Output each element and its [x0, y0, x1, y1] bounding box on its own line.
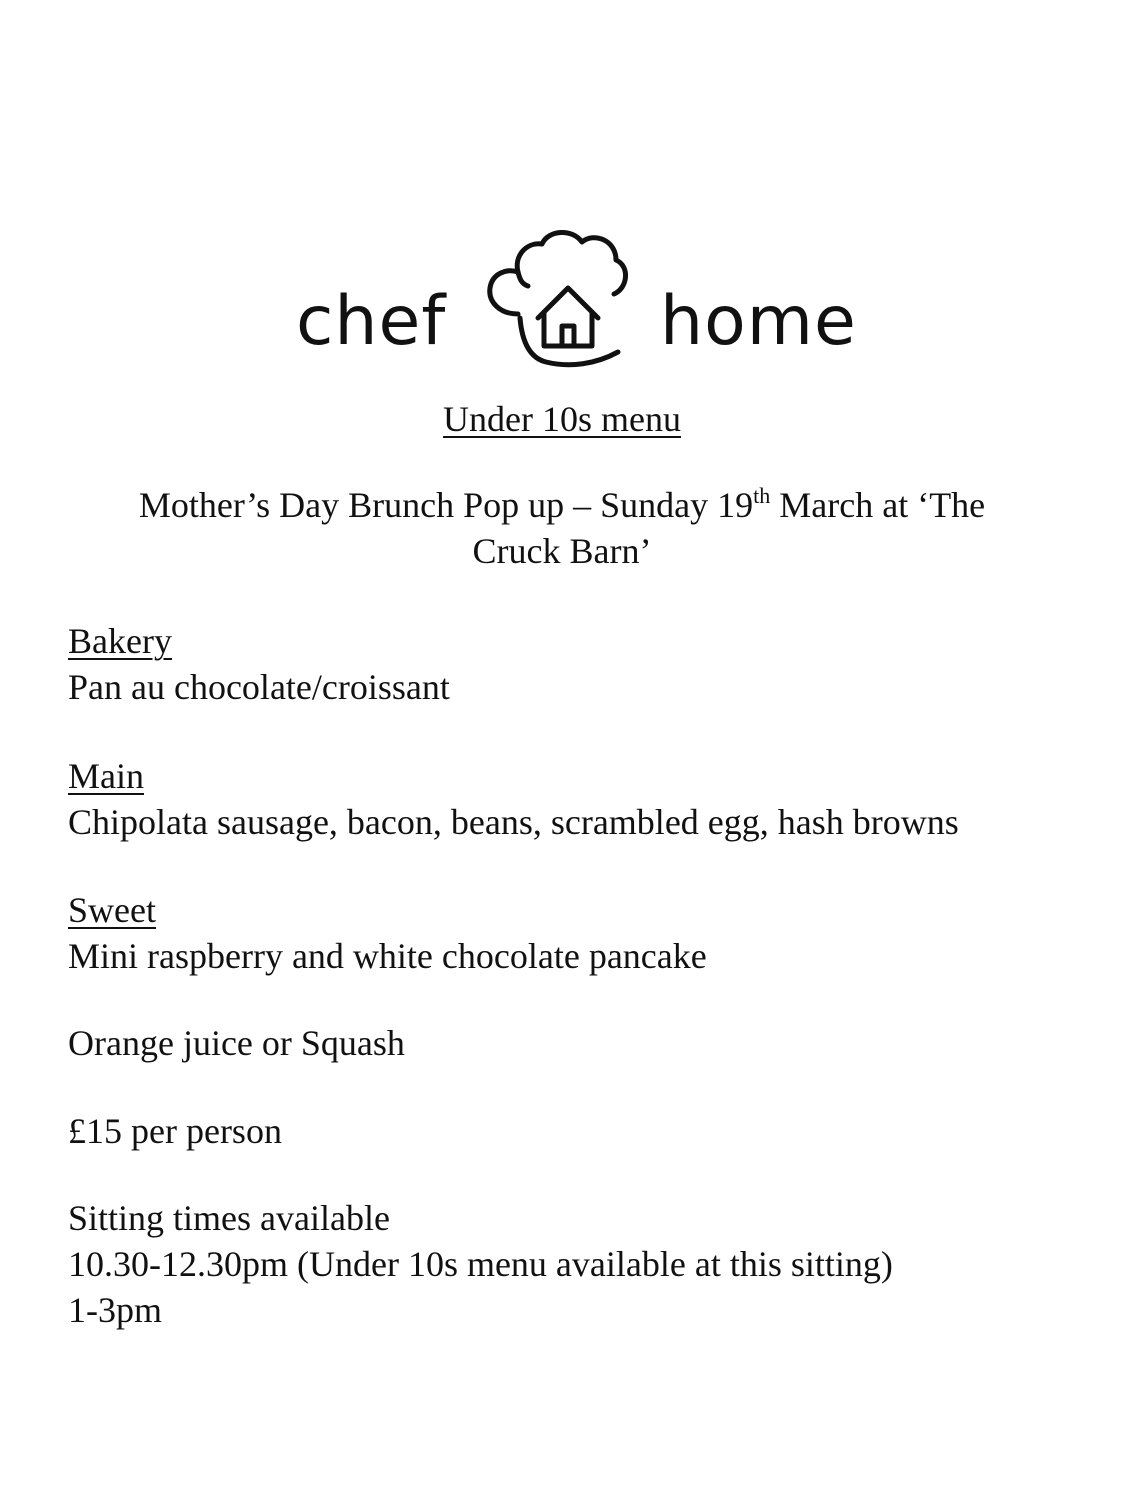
event-date-ordinal: th	[753, 483, 771, 508]
logo-word-home: home	[660, 282, 857, 361]
event-line-1	[60, 482, 1064, 528]
drinks-text: Orange juice or Squash	[68, 1023, 405, 1063]
sitting-time-2: 1-3pm	[68, 1290, 162, 1330]
section-heading-main: Main	[68, 756, 144, 796]
event-line-2: Cruck Barn’	[472, 531, 652, 571]
sitting-times-heading: Sitting times available	[68, 1198, 390, 1238]
event-text-date: Mother’s Day Brunch Pop up – Sunday 19	[138, 485, 754, 525]
section-bakery	[68, 618, 1108, 710]
section-heading-bakery: Bakery	[68, 621, 172, 661]
sitting-time-1: 10.30-12.30pm (Under 10s menu available at this sitting)	[68, 1244, 893, 1284]
section-item-sweet: Mini raspberry and white chocolate pancake	[68, 936, 707, 976]
event-description	[60, 482, 1064, 574]
chef-home-logo	[290, 222, 857, 372]
sitting-times	[68, 1195, 1108, 1333]
section-main	[68, 753, 1108, 845]
chef-hat-house-icon	[480, 222, 640, 372]
drinks	[68, 1020, 1108, 1066]
section-item-bakery: Pan au chocolate/croissant	[68, 667, 450, 707]
logo-word-chef: chef	[296, 282, 447, 361]
event-text-venue: March at ‘The	[770, 485, 986, 525]
section-item-main: Chipolata sausage, bacon, beans, scrambled egg, hash browns	[68, 802, 959, 842]
menu-subtitle: Under 10s menu	[443, 399, 681, 439]
price-text: £15 per person	[68, 1111, 282, 1151]
section-sweet	[68, 887, 1108, 979]
price	[68, 1108, 1108, 1154]
section-heading-sweet: Sweet	[68, 890, 156, 930]
